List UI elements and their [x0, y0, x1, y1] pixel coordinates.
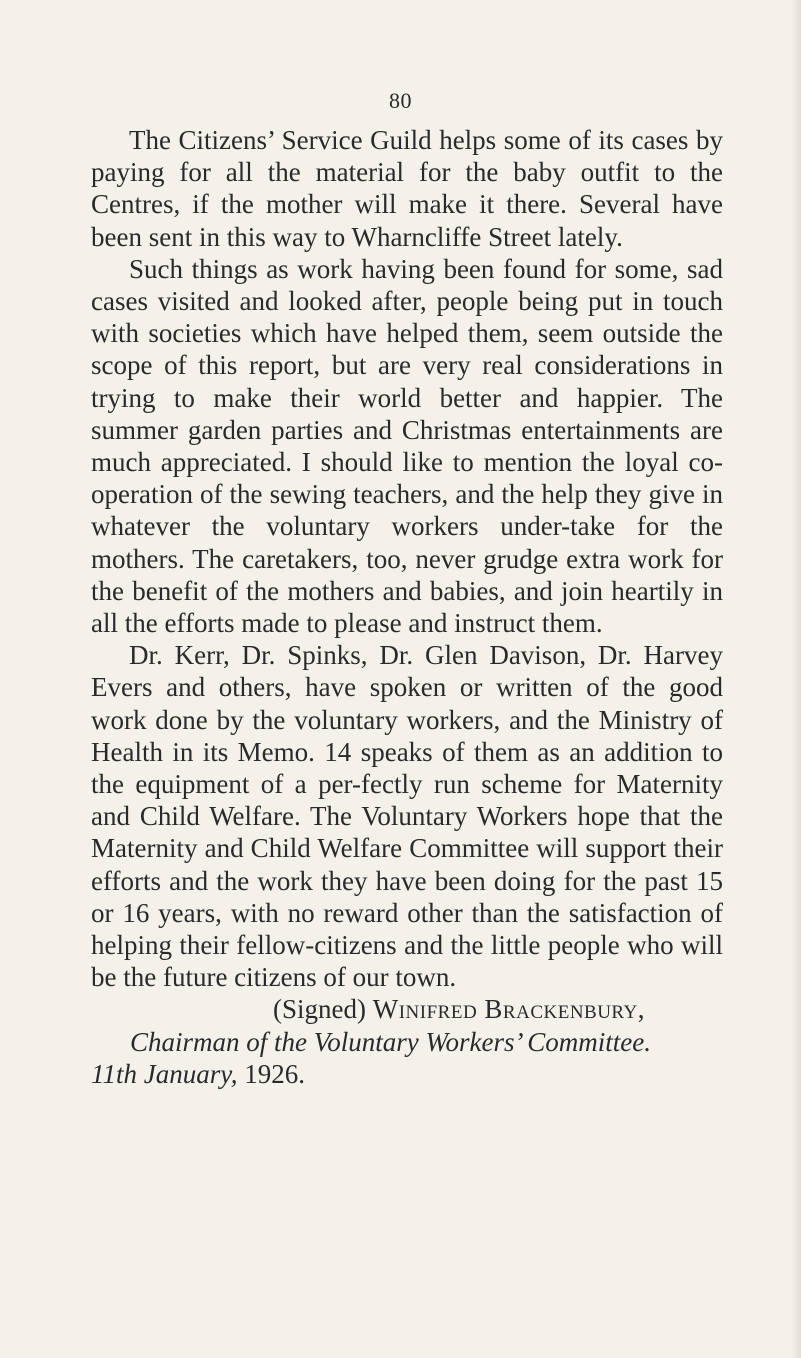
- signature-prefix: (Signed): [273, 994, 366, 1025]
- date-month: January,: [143, 1058, 238, 1089]
- page-edge-shadow: [791, 0, 801, 1358]
- paragraph-voluntary-work: Such things as work having been found for some, sad cases visited and looked after, people being put in touch with societies which have helped them, seem outside the scope of this report, but are very real considerations in trying to make their world better and happier. The summer garden parties and Christmas entertainments are much appreciated. I should like to mention the loyal co-operation of the sewing teachers, and the help they give in whatever the voluntary workers under-take for the mothers. The caretakers, too, never grudge extra work for the benefit of the mothers and babies, and join heartily in all the efforts made to please and instruct them.: [91, 253, 723, 639]
- page-number: 80: [389, 88, 412, 113]
- signatory-name: Winifred Brackenbury,: [372, 994, 646, 1025]
- date-day: 11th: [91, 1058, 137, 1089]
- paragraph-doctors-ministry: Dr. Kerr, Dr. Spinks, Dr. Glen Davison, Dr. Harvey Evers and others, have spoken or written of the good work done by the voluntary workers, and the Ministry of Health in its Memo. 14 speaks of them as an addition to the equipment of a per-fectly run scheme for Maternity and Child Welfare. The Voluntary Workers hope that the Maternity and Child Welfare Committee will support their efforts and the work they have been doing for the past 15 or 16 years, with no reward other than the satisfaction of helping their fellow-citizens and the little people who will be the future citizens of our town.: [91, 640, 723, 993]
- signature-line: [91, 993, 723, 1025]
- signature-date: [91, 1058, 723, 1090]
- report-text: [91, 124, 723, 1090]
- signatory-role: Chairman of the Voluntary Workers’ Committee.: [130, 1026, 651, 1057]
- paragraph-citizens-guild: The Citizens’ Service Guild helps some of its cases by paying for all the material for the baby outfit to the Centres, if the mother will make it there. Several have been sent in this way to Wharncliffe Street lately.: [91, 125, 723, 252]
- date-year: 1926.: [244, 1058, 305, 1089]
